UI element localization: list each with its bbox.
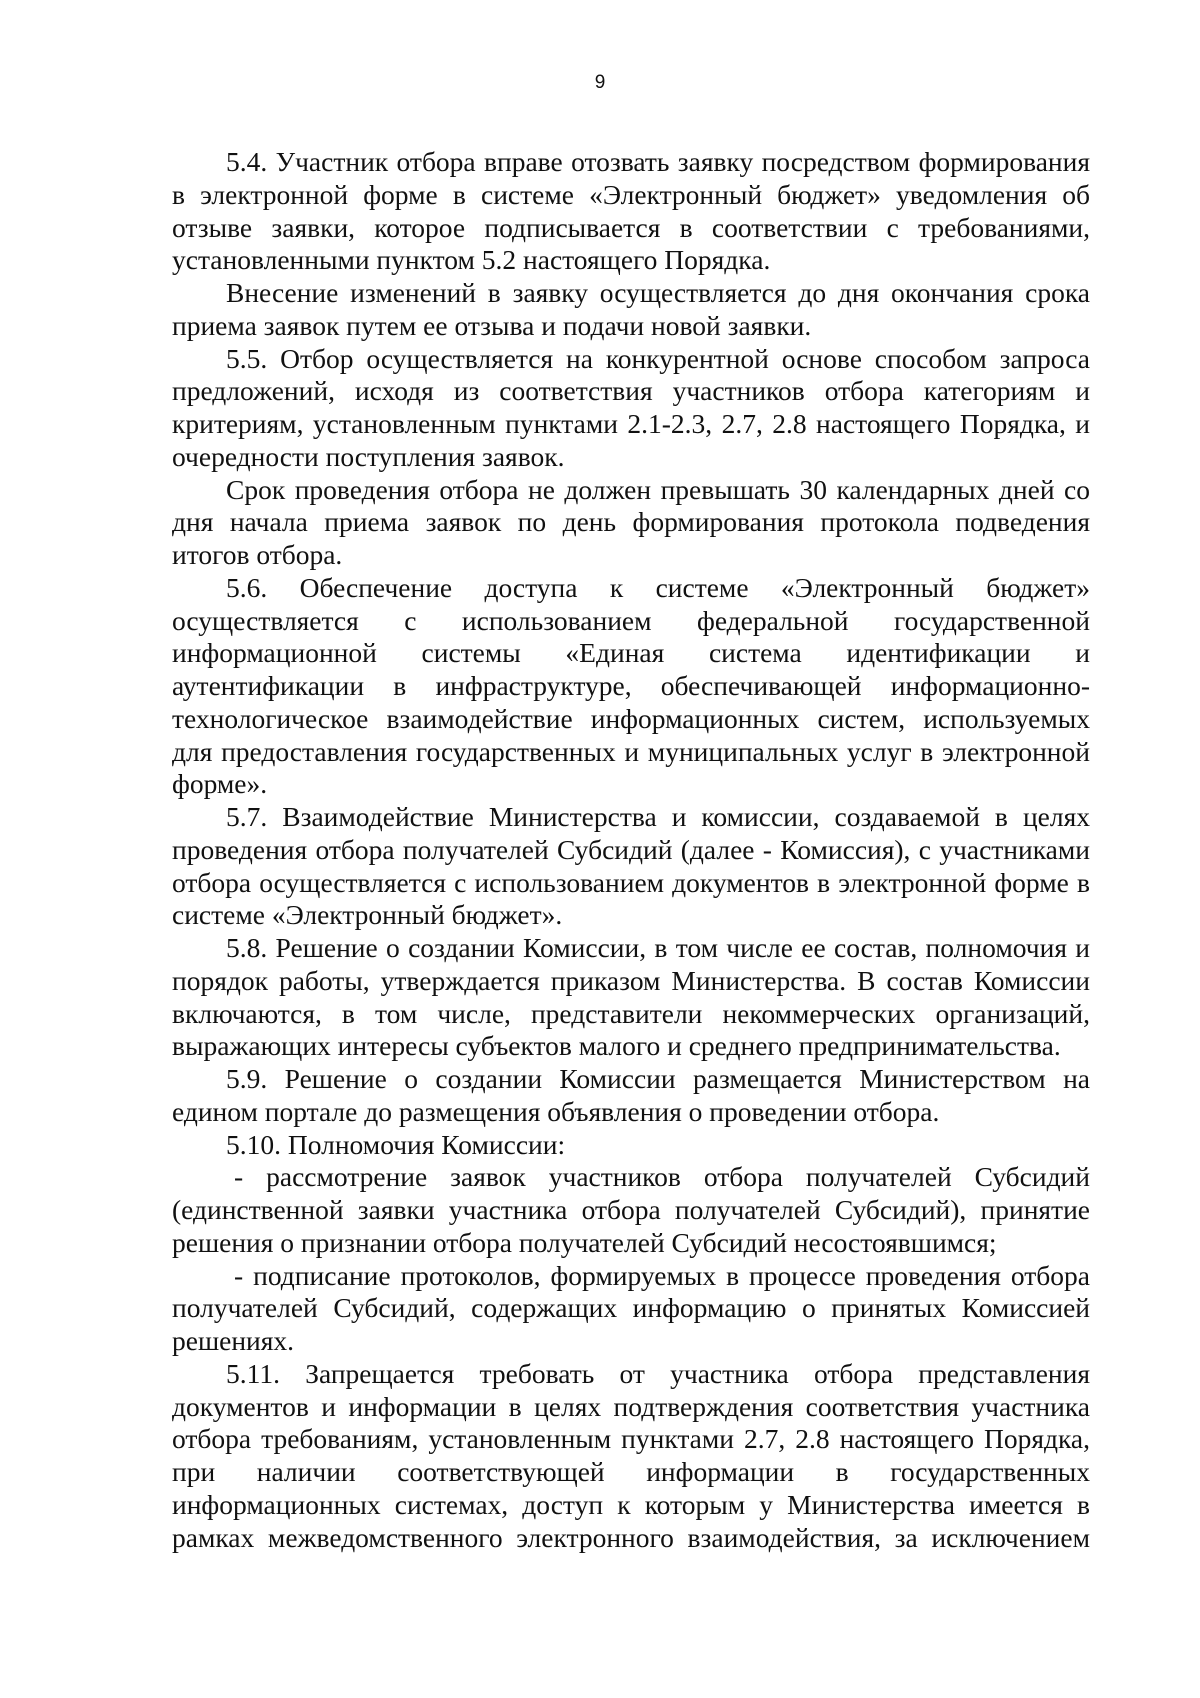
paragraph-5-10: 5.10. Полномочия Комиссии:	[226, 1128, 566, 1160]
document-body	[172, 146, 1090, 1554]
paragraph-5-9: 5.9. Решение о создании Комиссии размещается Министерством на едином портале до размещения объявления о проведении отбора.	[172, 1063, 1090, 1127]
paragraph-5-4: 5.4. Участник отбора вправе отозвать заявку посредством формирования в электронной форме в системе «Электронный бюджет» уведомления об отзыве заявки, которое подписывается в соответствии с требованиями, установленными пунктом 5.2 настоящего Порядка.	[172, 146, 1090, 276]
list-item-signing: - подписание протоколов, формируемых в процессе проведения отбора получателей Субсидий, содержащих информацию о принятых Комиссией решениях.	[172, 1259, 1090, 1356]
paragraph-5-5-term: Срок проведения отбора не должен превышать 30 календарных дней со дня начала приема заявок по день формирования протокола подведения итогов отбора.	[172, 473, 1090, 570]
paragraph-5-6: 5.6. Обеспечение доступа к системе «Электронный бюджет» осуществляется с использованием федеральной государственной информационной системы «Единая система идентификации и аутентификации в инфраструктуре, обеспечивающей информационно-технологическое взаимодействие информационных систем, используемых для предоставления государственных и муниципальных услуг в электронной форме».	[172, 571, 1090, 800]
paragraph-5-8: 5.8. Решение о создании Комиссии, в том числе ее состав, полномочия и порядок работы, утверждается приказом Министерства. В состав Комиссии включаются, в том числе, представители некоммерческих организаций, выражающих интересы субъектов малого и среднего предпринимательства.	[172, 932, 1090, 1062]
list-item-review: - рассмотрение заявок участников отбора получателей Субсидий (единственной заявки участника отбора получателей Субсидий), принятие решения о признании отбора получателей Субсидий несостоявшимся;	[172, 1161, 1090, 1258]
paragraph-5-5: 5.5. Отбор осуществляется на конкурентной основе способом запроса предложений, исходя из соответствия участников отбора категориям и критериям, установленным пунктами 2.1-2.3, 2.7, 2.8 настоящего Порядка, и очередности поступления заявок.	[172, 342, 1090, 472]
page-number: 9	[594, 72, 606, 93]
paragraph-5-4-changes: Внесение изменений в заявку осуществляется до дня окончания срока приема заявок путем ее отзыва и подачи новой заявки.	[172, 277, 1090, 341]
paragraph-5-7: 5.7. Взаимодействие Министерства и комиссии, создаваемой в целях проведения отбора получателей Субсидий (далее - Комиссия), с участниками отбора осуществляется с использованием документов в электронной форме в системе «Электронный бюджет».	[172, 801, 1090, 931]
paragraph-5-11: 5.11. Запрещается требовать от участника отбора представления документов и информации в целях подтверждения соответствия участника отбора требованиям, установленным пунктами 2.7, 2.8 настоящего Порядка, при наличии соответствующей информации в государственных информационных системах, доступ к которым у Министерства имеется в рамках межведомственного электронного взаимодействия, за исключением	[172, 1357, 1090, 1553]
